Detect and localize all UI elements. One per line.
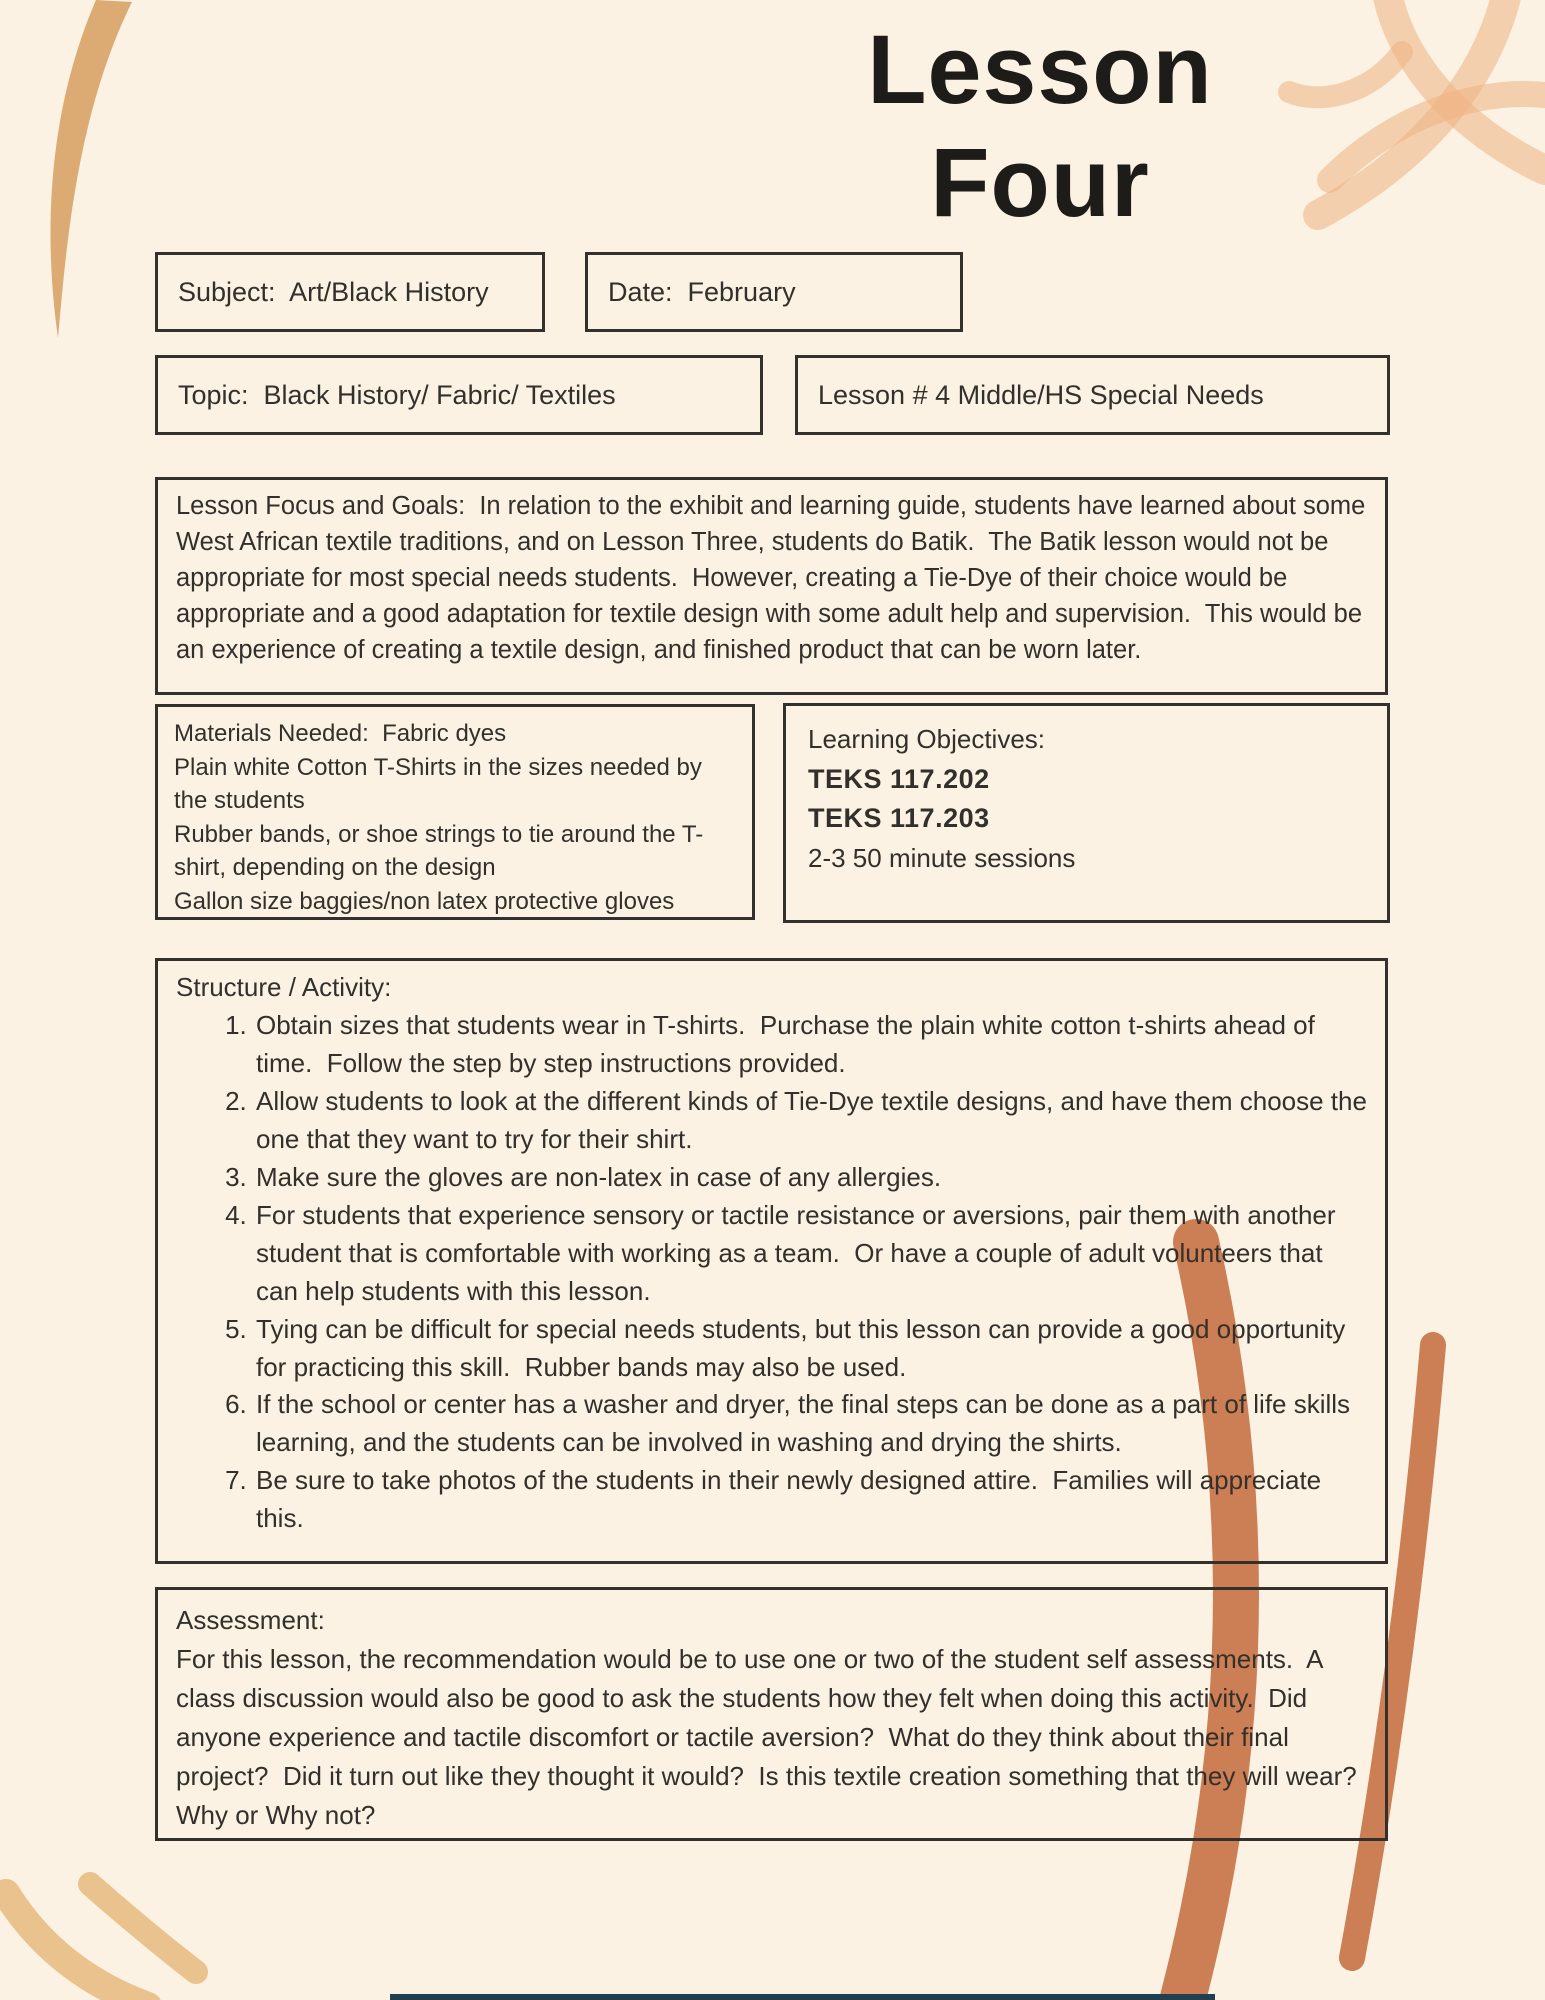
assessment-text: For this lesson, the recommendation would be to use one or two of the student self assessments. A class discussion would also be good to ask the students how they felt when doing this activity. Did anyone experience and tactile discomfort or tactile aversion? What do they think about their final project? Did it turn out like they thought it would? Is this textile creation something that they will wear? Why or Why not?: [176, 1644, 1372, 1830]
topic-box: [155, 355, 763, 435]
topic-text: Topic: Black History/ Fabric/ Textiles: [178, 379, 616, 410]
assessment-heading: Assessment:: [176, 1605, 325, 1635]
structure-step: 4. For students that experience sensory or tactile resistance or aversions, pair them with another student that is comfortable with working as a team. Or have a couple of adult volunteers that can help students with this lesson.: [254, 1197, 1367, 1311]
assessment-box: [155, 1587, 1388, 1841]
date-text: Date: February: [608, 276, 796, 307]
structure-step: 5. Tying can be difficult for special needs students, but this lesson can provide a good opportunity for practicing this skill. Rubber bands may also be used.: [254, 1311, 1367, 1387]
materials-line: Rubber bands, or shoe strings to tie around the T-shirt, depending on the design: [174, 820, 704, 882]
subject-text: Subject: Art/Black History: [178, 276, 489, 307]
date-box: [585, 252, 963, 332]
materials-line: Gallon size baggies/non latex protective gloves: [174, 887, 675, 915]
lesson-focus-text: Lesson Focus and Goals: In relation to the exhibit and learning guide, students have learned about some West African textile traditions, and on Lesson Three, students do Batik. The Batik lesson would not be appropriate for most special needs students. However, creating a Tie-Dye of their choice would be appropriate and a good adaptation for textile design with some adult help and supervision. This would be an experience of creating a textile design, and finished product that can be worn later.: [176, 492, 1373, 664]
learning-objectives-heading: Learning Objectives:: [808, 724, 1046, 754]
session-duration: 2-3 50 minute sessions: [808, 842, 1076, 873]
structure-step: 1. Obtain sizes that students wear in T-shirts. Purchase the plain white cotton t-shirts ahead of time. Follow the step by step instructions provided.: [254, 1007, 1367, 1083]
structure-step: 7. Be sure to take photos of the students in their newly designed attire. Families will appreciate this.: [254, 1462, 1367, 1538]
bottom-edge-strip: [390, 1994, 1215, 2000]
page-title-line1: Lesson: [867, 15, 1213, 124]
structure-activity-box: [155, 958, 1388, 1564]
lesson-focus-box: [155, 477, 1388, 695]
structure-heading: Structure / Activity:: [176, 972, 392, 1002]
materials-box: [155, 704, 755, 920]
structure-step-list: [176, 1007, 1375, 1538]
bottom-left-strokes: [6, 1884, 196, 2000]
materials-line: Materials Needed: Fabric dyes: [174, 720, 507, 747]
lesson-number-text: Lesson # 4 Middle/HS Special Needs: [818, 379, 1264, 410]
learning-objectives-box: [783, 703, 1390, 923]
lesson-number-box: [795, 355, 1390, 435]
teks-code: TEKS 117.203: [808, 803, 990, 834]
structure-step: 2. Allow students to look at the different kinds of Tie-Dye textile designs, and have them choose the one that they want to try for their shirt.: [254, 1083, 1367, 1159]
subject-box: [155, 252, 545, 332]
page-title: [660, 14, 1420, 239]
top-left-stroke: [50, 0, 132, 338]
page-title-line2: Four: [930, 127, 1150, 237]
materials-line: Plain white Cotton T-Shirts in the sizes needed by the students: [174, 753, 709, 815]
teks-code: TEKS 117.202: [808, 763, 990, 794]
structure-step: 3. Make sure the gloves are non-latex in case of any allergies.: [254, 1159, 1367, 1197]
structure-step: 6. If the school or center has a washer and dryer, the final steps can be done as a part of life skills learning, and the students can be involved in washing and drying the shirts.: [254, 1386, 1367, 1462]
